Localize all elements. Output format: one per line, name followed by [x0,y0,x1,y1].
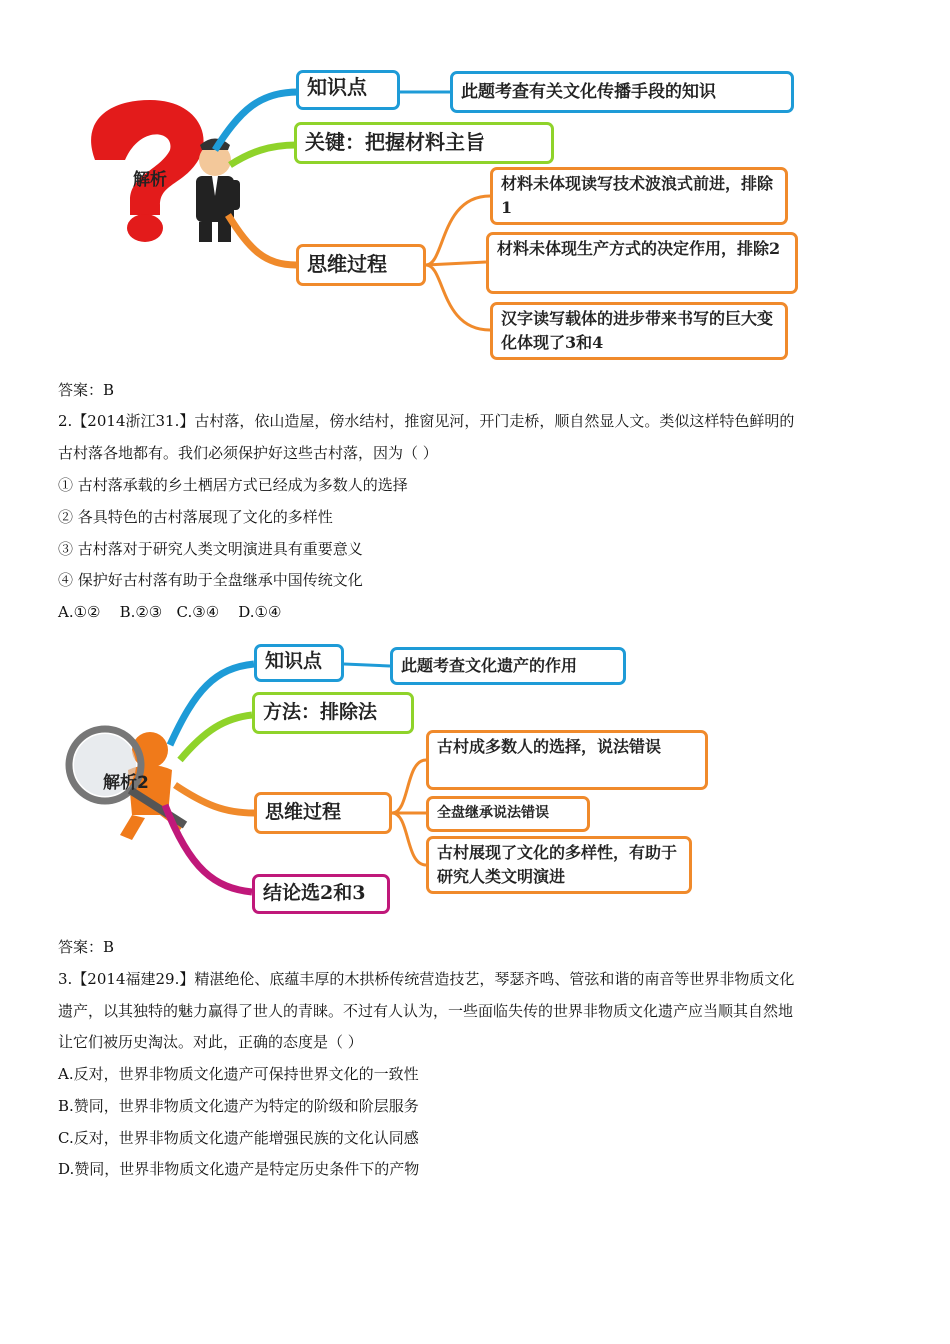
answer-1: 答案：B [58,381,115,399]
process-label-2: 思维过程 [265,801,342,823]
q2-option-2: ② 各具特色的古村落展现了文化的多样性 [58,508,333,526]
step-text-1: 材料未体现读写技术波浪式前进，排除1 [501,174,774,217]
knowledge-point-label-2: 知识点 [265,650,323,672]
q2-option-4: ④ 保护好古村落有助于全盘继承中国传统文化 [58,571,363,589]
step2-text-1: 古村成多数人的选择，说法错误 [437,737,662,756]
q2-choices: A.①② B.②③ C.③④ D.①④ [58,603,282,621]
q2-option-1: ① 古村落承载的乡土栖居方式已经成为多数人的选择 [58,476,408,494]
q3-stem-line-2: 遗产，以其独特的魅力赢得了世人的青睐。不过有人认为，一些面临失传的世界非物质文化遗产应当顺其自然地 [58,1002,794,1020]
process-label: 思维过程 [307,252,387,276]
step-box-3 [490,302,788,360]
q3-stem-line-1: 3.【2014福建29.】精湛绝伦、底蕴丰厚的木拱桥传统营造技艺，琴瑟齐鸣、管弦和谐的南音等世界非物质文化 [58,970,795,988]
method-label: 方法：排除法 [263,701,378,723]
knowledge-text-2: 此题考查文化遗产的作用 [401,656,578,675]
knowledge-point-box [296,70,400,110]
mindmap-1 [0,0,950,370]
key-label: 关键：把握材料主旨 [305,130,485,154]
process-box-2 [254,792,392,834]
knowledge-text: 此题考查有关文化传播手段的知识 [461,82,716,102]
figure-label-2: 解析2 [103,773,149,793]
figure-label: 解析 [133,170,167,190]
conclusion-label: 结论选2和3 [263,882,366,904]
knowledge-text-box-2 [390,647,626,685]
step-text-2: 材料未体现生产方式的决定作用，排除2 [497,239,781,258]
step2-box-2 [426,796,590,832]
step2-text-3: 古村展现了文化的多样性，有助于研究人类文明演进 [437,843,678,886]
step-box-1 [490,167,788,225]
step2-text-2: 全盘继承说法错误 [437,805,549,821]
step-text-3: 汉字读写载体的进步带来书写的巨大变化体现了3和4 [501,309,774,352]
process-box [296,244,426,286]
q2-option-3: ③ 古村落对于研究人类文明演进具有重要意义 [58,540,363,558]
q2-stem-line-1: 2.【2014浙江31.】古村落，依山造屋，傍水结村，推窗见河，开门走桥，顺自然显人文。类似这样特色鲜明的 [58,412,795,430]
knowledge-point-box-2 [254,644,344,682]
method-box [252,692,414,734]
q3-option-b: B.赞同，世界非物质文化遗产为特定的阶级和阶层服务 [58,1097,419,1115]
q3-option-a: A.反对，世界非物质文化遗产可保持世界文化的一致性 [58,1065,419,1083]
knowledge-text-box [450,71,794,113]
step2-box-1 [426,730,708,790]
q3-stem-line-3: 让它们被历史淘汰。对此，正确的态度是（ ） [58,1033,363,1051]
q3-option-c: C.反对，世界非物质文化遗产能增强民族的文化认同感 [58,1129,419,1147]
mindmap-2 [0,630,950,930]
q2-stem-line-2: 古村落各地都有。我们必须保护好这些古村落，因为（ ） [58,444,438,462]
q3-option-d: D.赞同，世界非物质文化遗产是特定历史条件下的产物 [58,1160,420,1178]
knowledge-point-label: 知识点 [307,75,367,99]
step-box-2 [486,232,798,294]
step2-box-3 [426,836,692,894]
answer-2: 答案：B [58,938,115,956]
key-box [294,122,554,164]
conclusion-box [252,874,390,914]
